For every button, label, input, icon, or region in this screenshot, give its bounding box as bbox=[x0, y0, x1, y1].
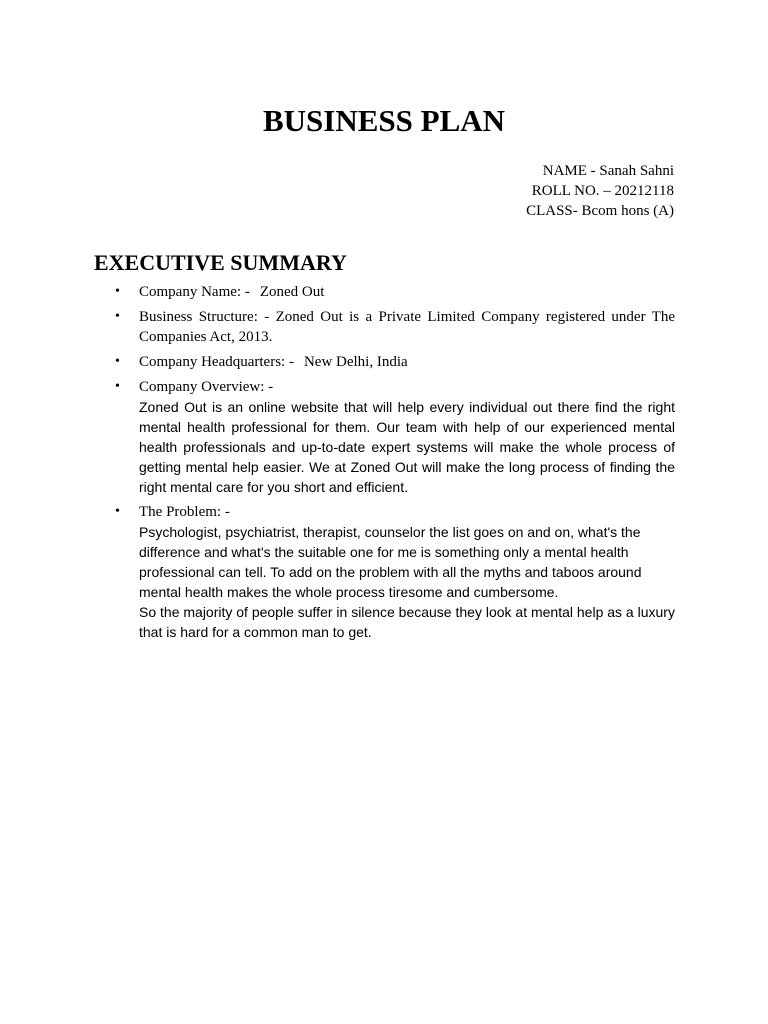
bullet-icon: • bbox=[115, 309, 120, 324]
bullet-icon: • bbox=[115, 379, 120, 394]
problem-paragraph-1: Psychologist, psychiatrist, therapist, counselor the list goes on and on, what's the difference and what's the suitable one for me is something only a mental health professional can tell. To add on the problem with all the myths and taboos around mental health makes the whole process tiresome and cumbersome. bbox=[139, 524, 642, 600]
bullet-icon: • bbox=[115, 504, 120, 519]
list-item-the-problem bbox=[94, 502, 675, 642]
company-overview-paragraph: Zoned Out is an online website that will help every individual out there find the right mental health professional for them. Our team with help of our experienced mental health professionals and up-to-date expert systems will make the whole process of getting mental help easier. We at Zoned Out will make the long process of finding the right mental care for you short and efficient. bbox=[139, 399, 675, 495]
student-name: NAME - Sanah Sahni bbox=[542, 163, 674, 179]
student-roll-number: ROLL NO. – 20212118 bbox=[531, 183, 674, 199]
list-item-company-overview bbox=[94, 377, 675, 497]
list-item-company-name bbox=[94, 282, 675, 302]
item-label: Company Overview: - bbox=[139, 379, 274, 395]
problem-paragraph-2: So the majority of people suffer in silence because they look at mental help as a luxury that is hard for a common man to get. bbox=[139, 604, 675, 640]
list-item-business-structure bbox=[94, 307, 675, 347]
bullet-icon: • bbox=[115, 354, 120, 369]
student-class: CLASS- Bcom hons (A) bbox=[526, 203, 674, 219]
item-label: The Problem: - bbox=[139, 504, 230, 520]
bullet-icon: • bbox=[115, 284, 120, 299]
document-title: BUSINESS PLAN bbox=[262, 103, 506, 138]
list-item-company-headquarters bbox=[94, 352, 675, 372]
item-label: Company Name: - bbox=[139, 284, 250, 300]
item-label: Business Structure: - bbox=[139, 309, 270, 325]
student-info bbox=[526, 161, 674, 221]
item-label: Company Headquarters: - bbox=[139, 354, 294, 370]
item-value: New Delhi, India bbox=[303, 354, 408, 370]
executive-summary-heading: EXECUTIVE SUMMARY bbox=[94, 250, 347, 275]
executive-summary-list bbox=[94, 282, 675, 647]
item-value: Zoned Out is a Private Limited Company registered under The Companies Act, 2013. bbox=[139, 309, 675, 345]
item-value: Zoned Out bbox=[259, 284, 325, 300]
